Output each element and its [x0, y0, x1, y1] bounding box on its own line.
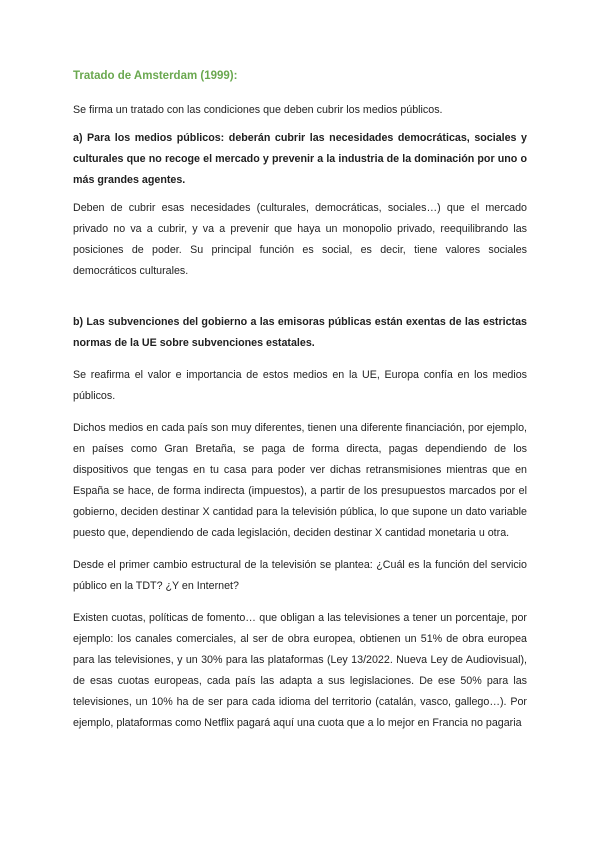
- section-heading: Tratado de Amsterdam (1999):: [73, 70, 238, 82]
- paragraph-tdt: Desde el primer cambio estructural de la televisión se plantea: ¿Cuál es la función del servicio público en la TDT? ¿Y en Internet?: [73, 559, 527, 592]
- paragraph-financiacion: Dichos medios en cada país son muy diferentes, tienen una diferente financiación, por ejemplo, en países como Gran Bretaña, se paga de forma directa, pagas dependiendo de los dispositivos que tengas en tu casa para poder ver dichas retransmisiones mientras que en España se hace, de forma indirecta (impuestos), a partir de los presupuestos marcados por el gobierno, deciden destinar X cantidad para la televisión pública, lo que supone un dato variable puesto que, dependiendo de cada legislación, deciden destinar X cantidad monetaria u otra.: [73, 422, 527, 539]
- point-b-heading: b) Las subvenciones del gobierno a las emisoras públicas están exentas de las estrictas normas de la UE sobre subvenciones estatales.: [73, 316, 527, 349]
- paragraph-point-a: Deben de cubrir esas necesidades (culturales, democráticas, sociales…) que el mercado privado no va a cubrir, y va a prevenir que haya un monopolio privado, reequilibrando las posiciones de poder. Su principal función es social, es decir, tiene valores sociales democráticos culturales.: [73, 202, 527, 277]
- paragraph-intro: Se firma un tratado con las condiciones que deben cubrir los medios públicos.: [73, 104, 443, 116]
- point-a-heading: a) Para los medios públicos: deberán cubrir las necesidades democráticas, sociales y culturales que no recoge el mercado y prevenir a la industria de la dominación por uno o más grandes agentes.: [73, 132, 527, 186]
- paragraph-cuotas: Existen cuotas, políticas de fomento… que obligan a las televisiones a tener un porcentaje, por ejemplo: los canales comerciales, al ser de obra europea, obtienen un 51% de obra europea para las televisiones, y un 30% para las plataformas (Ley 13/2022. Nueva Ley de Audiovisual), de esas cuotas europeas, cada país las adapta a sus legislaciones. De ese 50% para las televisiones, un 10% ha de ser para cada idioma del territorio (catalán, vasco, gallego…). Por ejemplo, plataformas como Netflix pagará aquí una cuota que a lo mejor en Francia no pagaria: [73, 612, 527, 729]
- paragraph-reafirma: Se reafirma el valor e importancia de estos medios en la UE, Europa confía en los medios públicos.: [73, 369, 527, 402]
